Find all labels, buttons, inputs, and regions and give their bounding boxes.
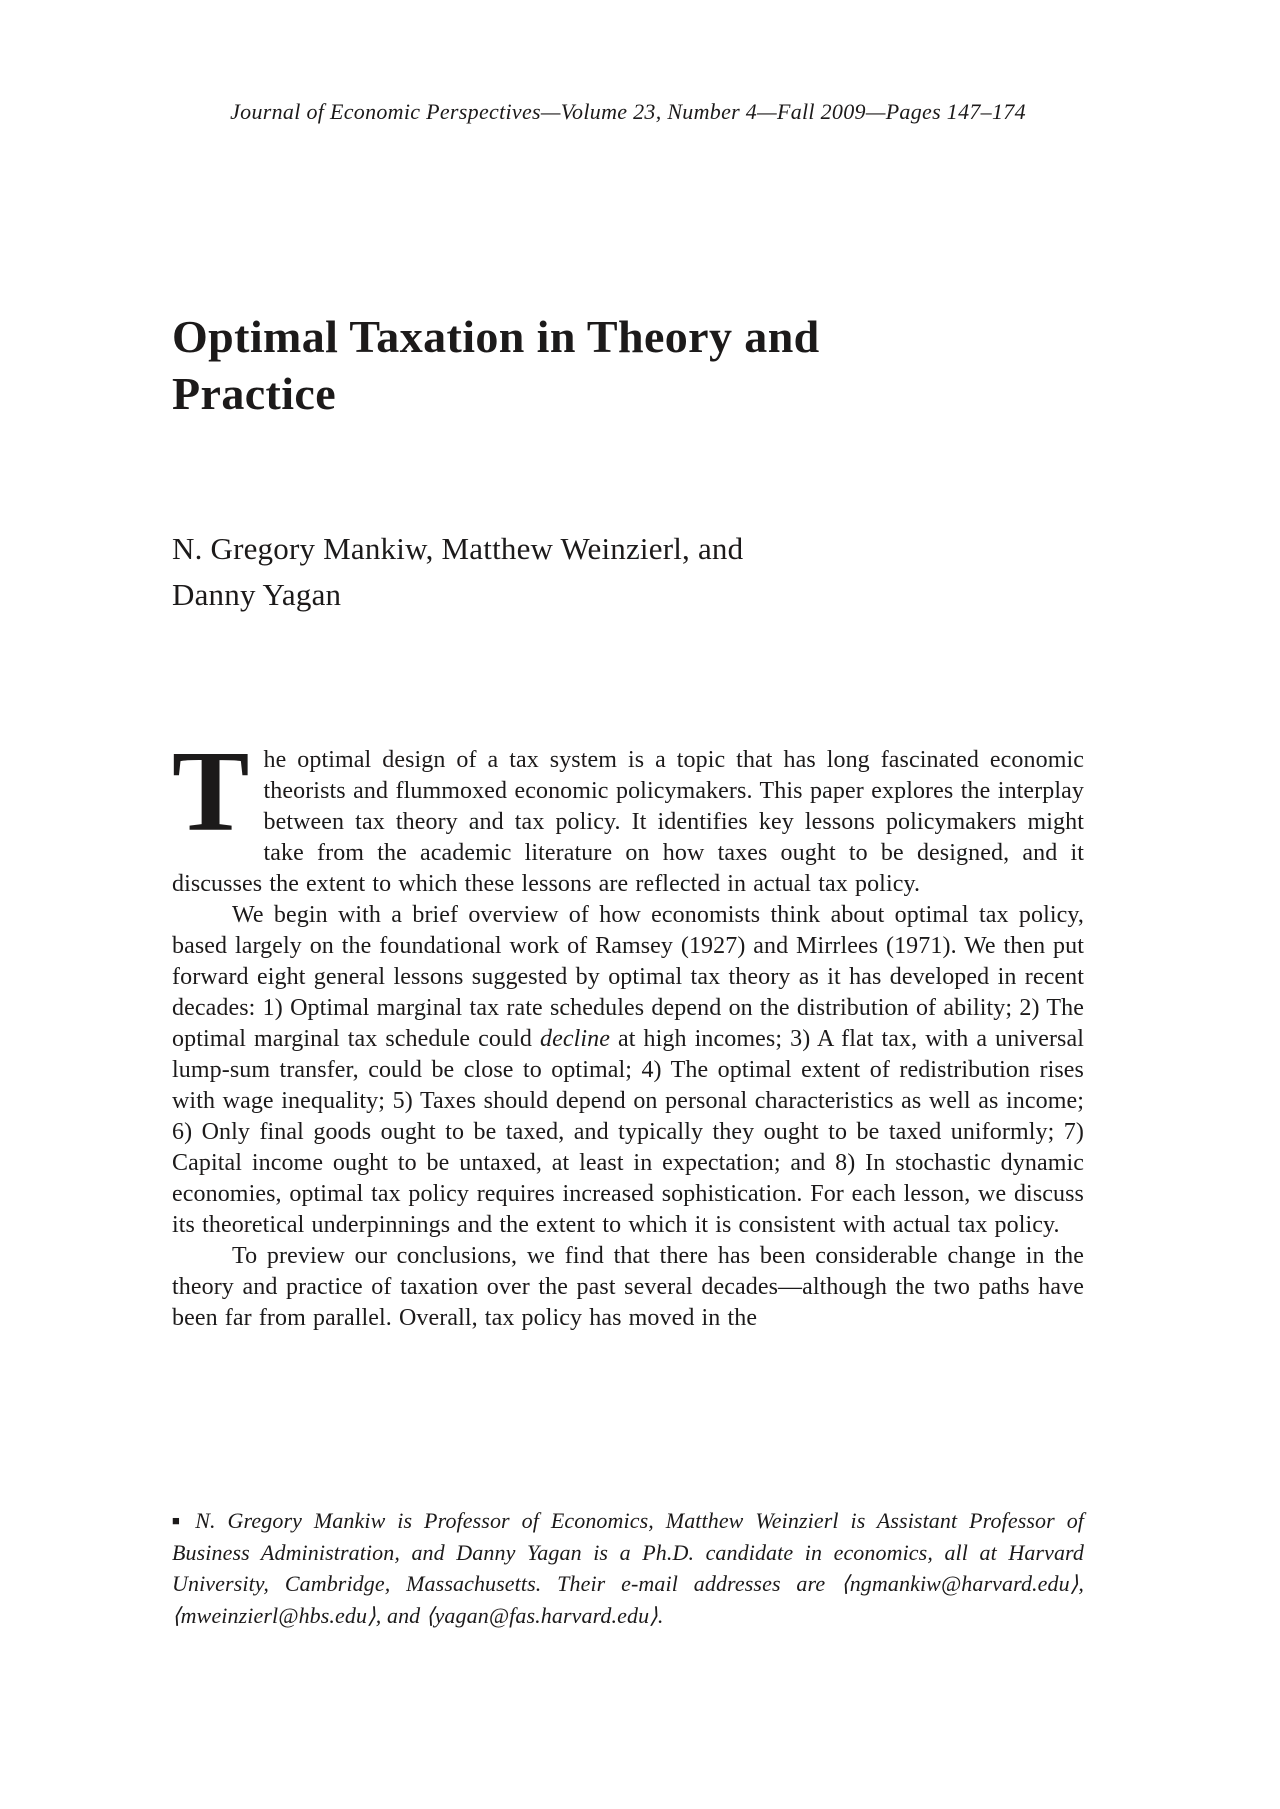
article-title	[172, 308, 1084, 422]
footnote-square-icon: ■	[172, 1513, 187, 1528]
article-body	[172, 728, 1084, 1334]
paragraph-intro-text: he optimal design of a tax system is a topic that has long fascinated economic theorists and flummoxed economic policymakers. This paper explores the interplay between tax theory and tax policy. It identifies key lessons policymakers might take from the academic literature on how taxes ought to be designed, and it discusses the extent to which these lessons are reflected in actual tax policy.	[172, 747, 1084, 897]
footnote-text: N. Gregory Mankiw is Professor of Economics, Matthew Weinzierl is Assistant Professor of Business Administration, and Danny Yagan is a Ph.D. candidate in economics, all at Harvard University, Cambridge, Massachusetts. Their e-mail addresses are ⟨ngmankiw@harvard.edu⟩, ⟨mweinzierl@hbs.edu⟩, and ⟨yagan@fas.harvard.edu⟩.	[172, 1508, 1084, 1628]
journal-header-line: Journal of Economic Perspectives—Volume 23, Number 4—Fall 2009—Pages 147–174	[230, 99, 1026, 124]
drop-cap-letter: T	[172, 728, 250, 856]
paragraph-intro	[172, 728, 1084, 900]
paragraph-preview: To preview our conclusions, we find that there has been considerable change in the theory and practice of taxation over the past several decades—although the two paths have been far from parallel. Overall, tax policy has moved in the	[172, 1243, 1084, 1331]
article-authors	[172, 526, 1084, 618]
author-affiliation-footnote	[172, 1505, 1084, 1631]
italic-word-decline: decline	[540, 1026, 610, 1052]
authors-line-1: N. Gregory Mankiw, Matthew Weinzierl, and	[172, 531, 744, 566]
authors-line-2: Danny Yagan	[172, 577, 342, 612]
article-title-line-1: Optimal Taxation in Theory and	[172, 311, 820, 362]
paragraph-lessons-text-pre: We begin with a brief overview of how economists think about optimal tax policy, based largely on the foundational work of Ramsey (1927) and Mirrlees (1971). We then put forward eight general lessons suggested by optimal tax theory as it has developed in recent decades: 1) Optimal marginal tax rate schedules depend on the distribution of ability; 2) The optimal marginal tax schedule could	[172, 902, 1084, 1052]
paragraph-lessons	[172, 900, 1084, 1241]
article-title-line-2: Practice	[172, 368, 337, 419]
paragraph-lessons-text-post: at high incomes; 3) A flat tax, with a universal lump-sum transfer, could be close to optimal; 4) The optimal extent of redistribution rises with wage inequality; 5) Taxes should depend on personal characteristics as well as income; 6) Only final goods ought to be taxed, and typically they ought to be taxed uniformly; 7) Capital income ought to be untaxed, at least in expectation; and 8) In stochastic dynamic economies, optimal tax policy requires increased sophistication. For each lesson, we discuss its theoretical underpinnings and the extent to which it is consistent with actual tax policy.	[172, 1026, 1084, 1238]
